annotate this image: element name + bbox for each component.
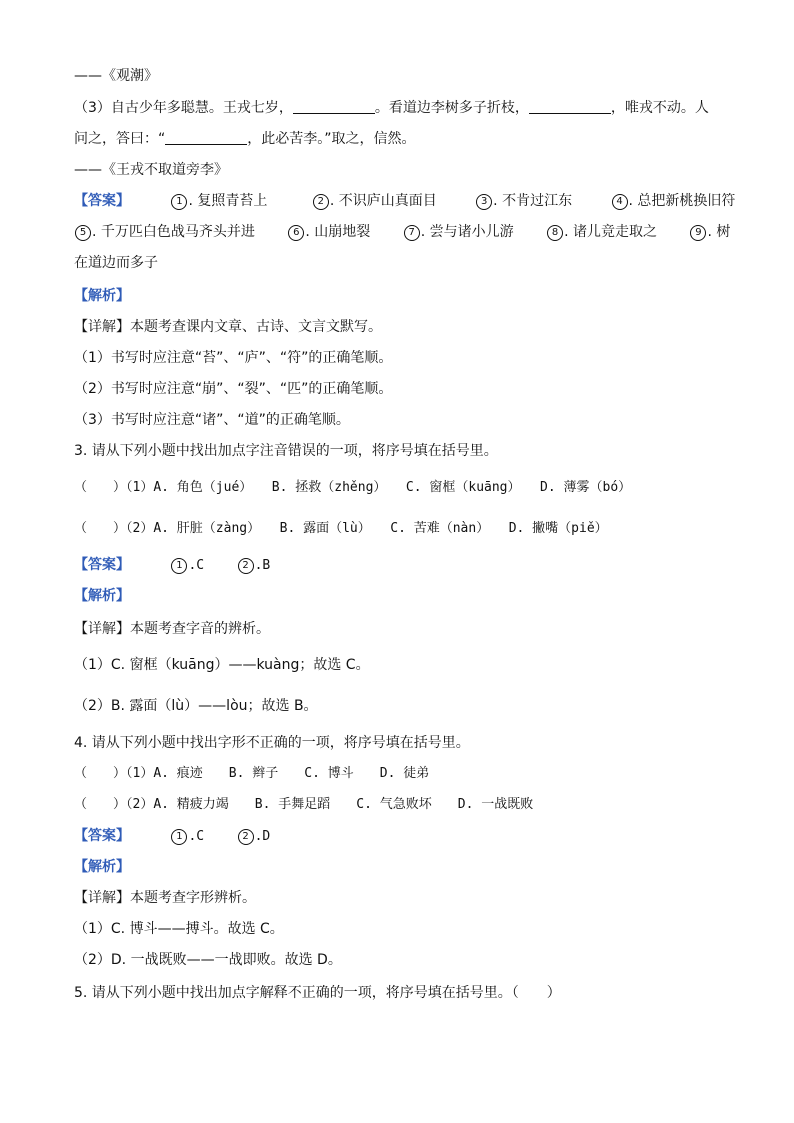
answer-item: .B — [254, 558, 271, 573]
note-line: （1）书写时应注意“苔”、“庐”、“符”的正确笔顺。 — [74, 350, 393, 366]
answer-tag: 【答案】 — [74, 557, 130, 573]
answer-item: . 尝与诸小儿游 — [420, 224, 514, 240]
circled-number: 3 — [476, 194, 492, 210]
answer-item: . 总把新桃换旧符 — [628, 193, 736, 209]
detail-line — [74, 888, 256, 908]
circled-number: 2 — [238, 829, 254, 845]
q3-text-a: （3）自古少年多聪慧。王戎七岁， — [74, 100, 293, 116]
answer-item: . 千万匹白色战马齐头并进 — [92, 224, 255, 240]
note-line: （2）书写时应注意“崩”、“裂”、“匹”的正确笔顺。 — [74, 381, 393, 397]
q3-text-b: 。看道边李树多子折枝， — [374, 100, 529, 116]
detail-tag: 【详解】 — [74, 890, 130, 906]
analysis-tag: 【解析】 — [74, 588, 130, 604]
answer-blank[interactable] — [165, 130, 247, 145]
answer-item: . 复照青苔上 — [188, 193, 268, 209]
source-guanchao: ——《观潮》 — [74, 68, 158, 84]
question-4-item-1: （ ）（1）A. 痕迹 B. 辫子 C. 博斗 D. 徒弟 — [74, 766, 430, 781]
note-line: （1）C. 窗框（kuāng）——kuàng；故选 C。 — [74, 657, 370, 673]
source-wangrong: ——《王戎不取道旁李》 — [74, 162, 228, 178]
circled-number: 1 — [171, 829, 187, 845]
question-4-item-2: （ ）（2）A. 精疲力竭 B. 手舞足蹈 C. 气急败坏 D. 一战既败 — [74, 797, 534, 812]
fill-question-3-line2 — [74, 129, 416, 149]
answer-item: .C — [188, 829, 205, 844]
circled-number: 9 — [690, 225, 706, 241]
circled-number: 5 — [75, 225, 91, 241]
answer-item: . 不肯过江东 — [493, 193, 573, 209]
question-3-title: 3. 请从下列小题中找出加点字注音错误的一项，将序号填在括号里。 — [74, 443, 498, 459]
answer-item: . 不识庐山真面目 — [329, 193, 437, 209]
answer-row-1 — [74, 191, 735, 211]
analysis-tag: 【解析】 — [74, 859, 130, 875]
note-line: （2）B. 露面（lù）——lòu；故选 B。 — [74, 698, 318, 714]
answer-item: . 山崩地裂 — [305, 224, 371, 240]
answer-item: . 树 — [707, 224, 731, 240]
circled-number: 7 — [404, 225, 420, 241]
question-4-title: 4. 请从下列小题中找出字形不正确的一项，将序号填在括号里。 — [74, 735, 470, 751]
circled-number: 8 — [547, 225, 563, 241]
question-5-title: 5. 请从下列小题中找出加点字解释不正确的一项，将序号填在括号里。（ ） — [74, 985, 561, 1001]
answer-row — [74, 555, 270, 576]
q3-text-e: ，此必苦李。”取之，信然。 — [247, 131, 416, 147]
circled-number: 2 — [238, 558, 254, 574]
q3-text-d: 问之，答曰：“ — [74, 131, 166, 147]
answer-row-2 — [74, 222, 730, 242]
note-line: （2）D. 一战既败——一战即败。故选 D。 — [74, 952, 342, 968]
detail-line — [74, 317, 382, 337]
detail-text: 本题考查课内文章、古诗、文言文默写。 — [130, 319, 382, 335]
analysis-tag: 【解析】 — [74, 288, 130, 304]
answer-blank[interactable] — [293, 99, 375, 114]
detail-text: 本题考查字形辨析。 — [130, 890, 256, 906]
answer-item: .C — [188, 558, 205, 573]
circled-number: 2 — [313, 194, 329, 210]
answer-blank[interactable] — [529, 99, 611, 114]
circled-number: 4 — [612, 194, 628, 210]
circled-number: 1 — [171, 558, 187, 574]
note-line: （1）C. 博斗——搏斗。故选 C。 — [74, 921, 284, 937]
detail-text: 本题考查字音的辨析。 — [130, 621, 270, 637]
answer-item: . 诸儿竞走取之 — [564, 224, 657, 240]
answer-tag: 【答案】 — [74, 828, 130, 844]
answer-row — [74, 826, 270, 847]
answer-item: .D — [254, 829, 271, 844]
q3-text-c: ，唯戎不动。人 — [610, 100, 709, 116]
detail-line — [74, 619, 270, 639]
circled-number: 6 — [288, 225, 304, 241]
question-3-item-1: （ ）（1）A. 角色（jué） B. 拯救（zhěng） C. 窗框（kuāng） D. 薄雾（bó） — [74, 480, 632, 495]
detail-tag: 【详解】 — [74, 319, 130, 335]
circled-number: 1 — [171, 194, 187, 210]
fill-question-3-line1 — [74, 98, 709, 118]
answer-tag: 【答案】 — [74, 193, 130, 209]
detail-tag: 【详解】 — [74, 621, 130, 637]
question-3-item-2: （ ）（2）A. 肝脏（zàng） B. 露面（lù） C. 苦难（nàn） D. 撇嘴（piě） — [74, 521, 608, 536]
answer-row-3: 在道边而多子 — [74, 255, 158, 271]
note-line: （3）书写时应注意“诸”、“道”的正确笔顺。 — [74, 412, 350, 428]
